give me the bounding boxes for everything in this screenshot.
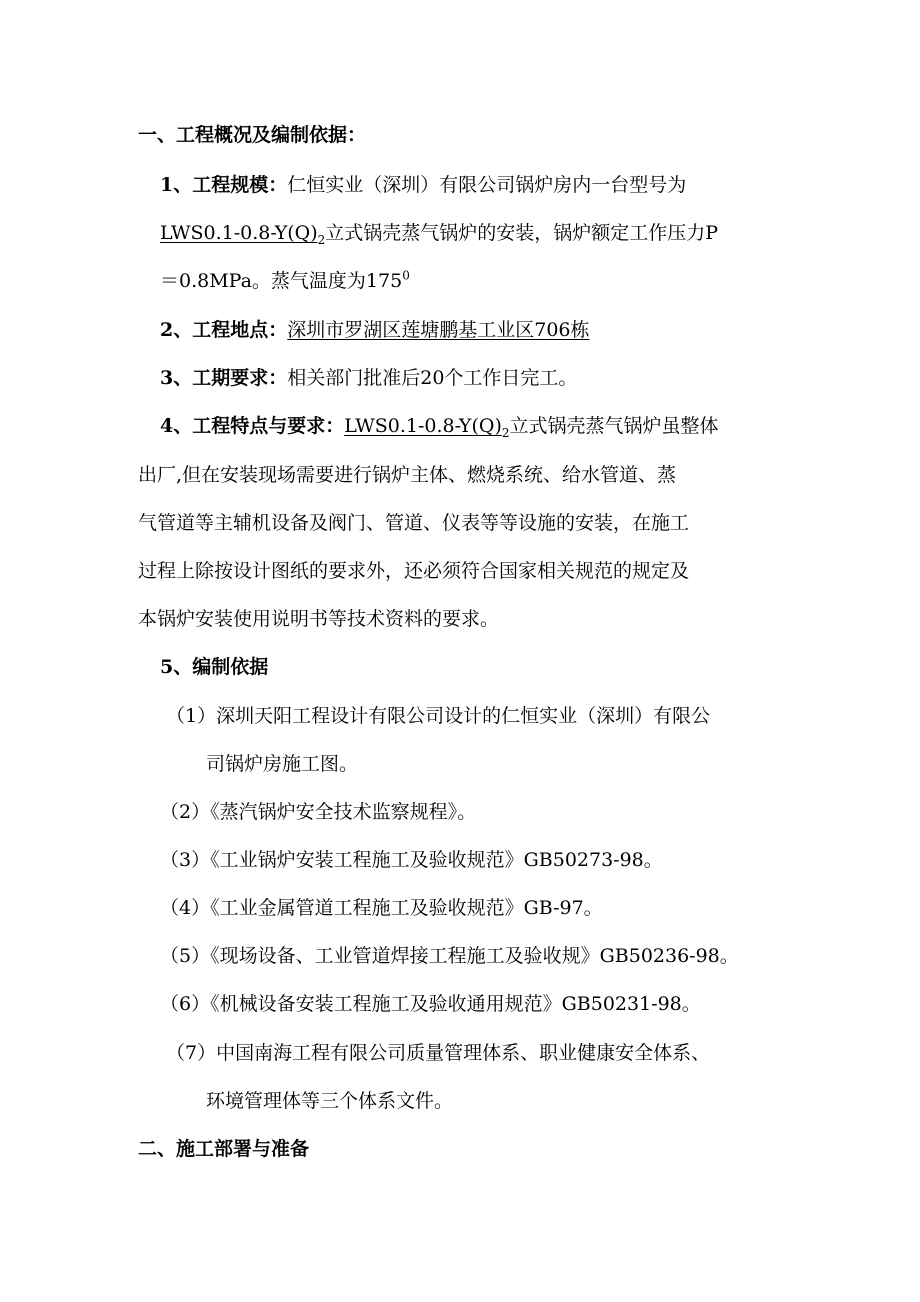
item-4-model-sub: 2 xyxy=(501,425,510,440)
item-4-model xyxy=(344,415,510,440)
item-1-model-text: LWS0.1-0.8-Y(Q) xyxy=(160,222,318,244)
item-1-model-sub: 2 xyxy=(317,232,326,247)
basis-item: 司锅炉房施工图。 xyxy=(206,753,359,775)
basis-item: （1）深圳天阳工程设计有限公司设计的仁恒实业（深圳）有限公 xyxy=(166,705,711,727)
item-1-model xyxy=(160,222,326,247)
item-1-line-1 xyxy=(160,176,686,195)
item-1-text-3: ＝0.8MPa。蒸气温度为175 xyxy=(160,270,403,292)
item-4-line-3: 气管道等主辅机设备及阀门、管道、仪表等等设施的安装，在施工 xyxy=(138,512,690,534)
item-1-label: 1、工程规模： xyxy=(160,174,288,196)
section-heading-2: 二、施工部署与准备 xyxy=(138,1138,310,1160)
item-4-line-2: 出厂,但在安装现场需要进行锅炉主体、燃烧系统、给水管道、蒸 xyxy=(138,464,677,486)
item-4-text-1: 立式锅壳蒸气锅炉虽整体 xyxy=(509,415,719,437)
item-2-line xyxy=(160,321,590,340)
basis-item: （2）《蒸汽锅炉安全技术监察规程》。 xyxy=(160,801,477,823)
item-1-line-2 xyxy=(160,222,719,247)
item-3-line xyxy=(160,369,577,388)
item-1-text-1: 仁恒实业（深圳）有限公司锅炉房内一台型号为 xyxy=(287,174,687,196)
item-4-line-5: 本锅炉安装使用说明书等技术资料的要求。 xyxy=(138,608,500,630)
item-1-line-3 xyxy=(160,268,410,292)
item-4-label: 4、工程特点与要求： xyxy=(160,415,345,437)
item-2-value: 深圳市罗湖区莲塘鹏基工业区706栋 xyxy=(287,319,590,341)
basis-item: （6）《机械设备安装工程施工及验收通用规范》GB50231-98。 xyxy=(160,993,701,1015)
basis-item: （5）《现场设备、工业管道焊接工程施工及验收规》GB50236-98。 xyxy=(160,945,739,967)
basis-item: （4）《工业金属管道工程施工及验收规范》GB-97。 xyxy=(160,897,603,919)
basis-item: （7）中国南海工程有限公司质量管理体系、职业健康安全体系、 xyxy=(166,1042,711,1064)
item-1-text-2: 立式锅壳蒸气锅炉的安装，锅炉额定工作压力P xyxy=(325,222,719,244)
item-5-label: 5、编制依据 xyxy=(160,656,269,678)
item-4-line-1 xyxy=(160,415,719,440)
item-4-model-text: LWS0.1-0.8-Y(Q) xyxy=(344,415,502,437)
item-1-sup: 0 xyxy=(402,268,410,283)
item-2-label: 2、工程地点： xyxy=(160,319,288,341)
basis-item: （3）《工业锅炉安装工程施工及验收规范》GB50273-98。 xyxy=(160,849,663,871)
item-4-line-4: 过程上除按设计图纸的要求外，还必须符合国家相关规范的规定及 xyxy=(138,560,690,582)
section-heading-1: 一、工程概况及编制依据： xyxy=(138,124,367,146)
item-3-label: 3、工期要求： xyxy=(160,367,288,389)
basis-item: 环境管理体等三个体系文件。 xyxy=(206,1090,454,1112)
item-3-value: 相关部门批准后20个工作日完工。 xyxy=(287,367,578,389)
